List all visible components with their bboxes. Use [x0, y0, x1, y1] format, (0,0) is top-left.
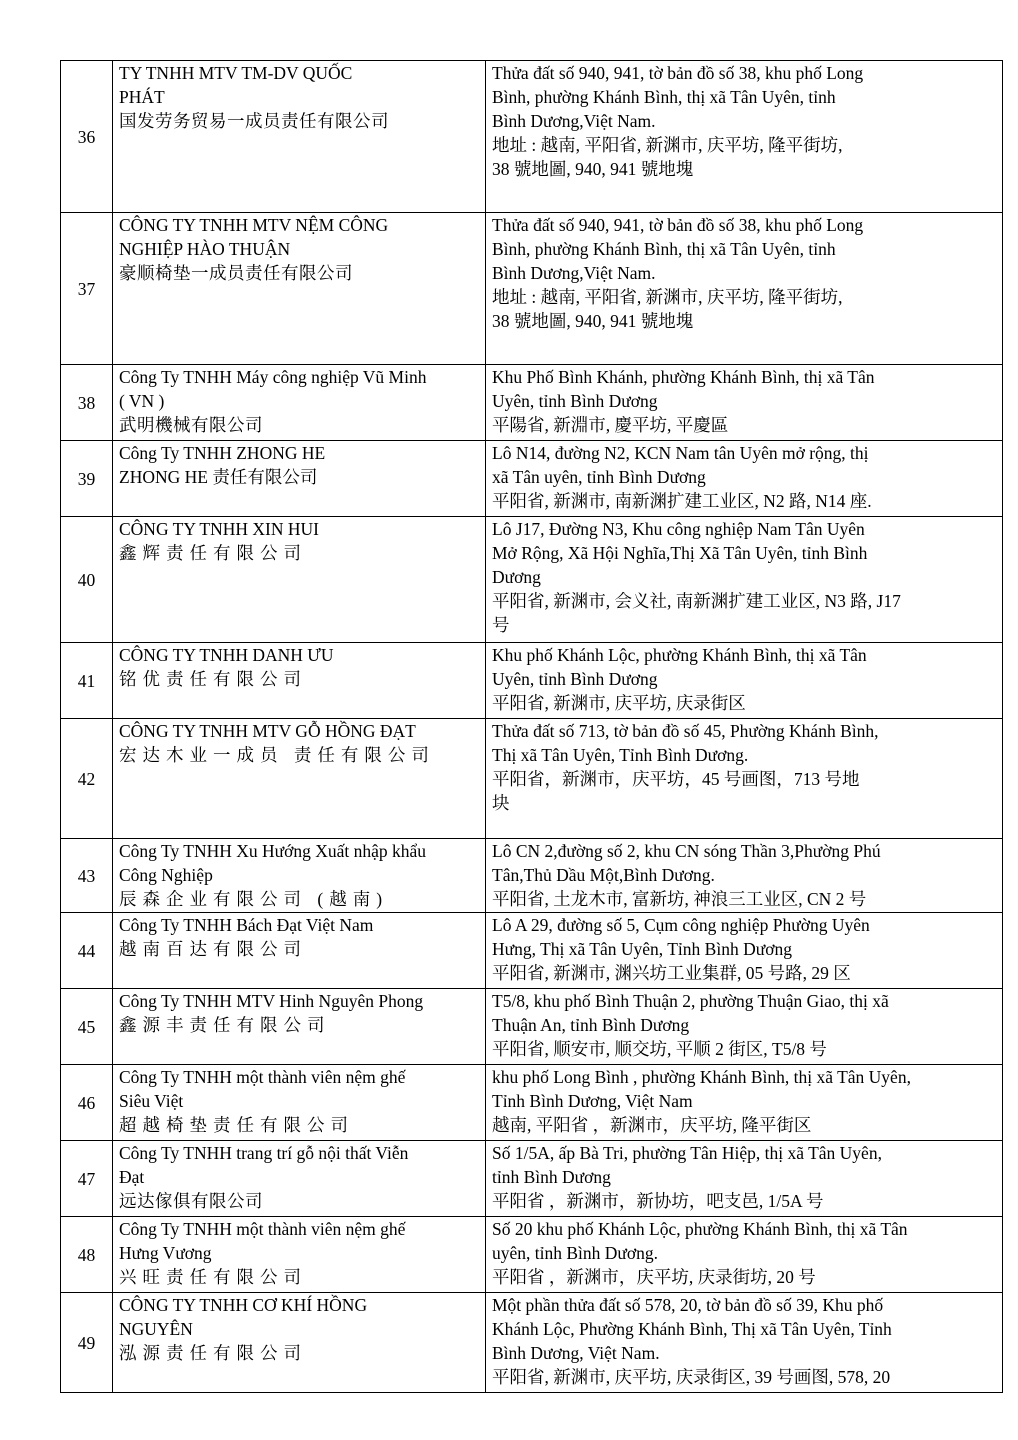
table-row [61, 441, 1003, 517]
company-name-line: Công Ty TNHH Máy công nghiệp Vũ Minh [119, 367, 427, 387]
address-line: 块 [492, 793, 510, 813]
table-row [61, 989, 1003, 1065]
address-line: T5/8, khu phố Bình Thuận 2, phường Thuận Giao, thị xã [492, 991, 889, 1011]
company-name-line: CÔNG TY TNHH XIN HUI [119, 519, 319, 539]
company-name-line: CÔNG TY TNHH CƠ KHÍ HỒNG [119, 1295, 368, 1315]
company-name-chinese: 铭优责任有限公司 [119, 669, 307, 689]
table-row [61, 213, 1003, 365]
address-line: Khu Phố Bình Khánh, phường Khánh Bình, thị xã Tân [492, 367, 875, 387]
address-cell [486, 213, 1003, 365]
company-name-chinese: 超越椅垫责任有限公司 [119, 1115, 354, 1135]
address-line: Lô A 29, đường số 5, Cụm công nghiệp Phường Uyên [492, 915, 870, 935]
row-number: 39 [61, 441, 113, 517]
table-row [61, 1065, 1003, 1141]
company-name-line: Công Ty TNHH một thành viên nệm ghế [119, 1067, 406, 1087]
address-line: tỉnh Bình Dương [492, 1167, 611, 1187]
table-row [61, 1141, 1003, 1217]
company-name-line: Đạt [119, 1167, 145, 1187]
address-line: Hưng, Thị xã Tân Uyên, Tỉnh Bình Dương [492, 939, 792, 959]
address-line: Uyên, tỉnh Bình Dương [492, 669, 658, 689]
company-name-line: NGUYÊN [119, 1319, 193, 1339]
address-line: Thửa đất số 940, 941, tờ bản đồ số 38, khu phố Long [492, 215, 864, 235]
company-name-chinese: 辰森企业有限公司 (越南) [119, 889, 389, 909]
address-line: 地址 : 越南, 平阳省, 新渊市, 庆平坊, 隆平街坊, [492, 287, 843, 307]
company-name-cell [113, 1293, 486, 1393]
address-line: Tân,Thủ Dầu Một,Bình Dương. [492, 865, 715, 885]
address-line: 平阳省, 新渊市, 庆平坊, 庆录街区 [492, 693, 746, 713]
row-number: 38 [61, 365, 113, 441]
row-number: 47 [61, 1141, 113, 1217]
company-name-chinese: 远达傢俱有限公司 [119, 1191, 263, 1211]
table-row [61, 517, 1003, 643]
table-body [61, 61, 1003, 1393]
table-row [61, 913, 1003, 989]
company-name-line: NGHIỆP HÀO THUẬN [119, 239, 291, 259]
table-row [61, 719, 1003, 839]
company-name-cell [113, 1065, 486, 1141]
address-line: Thuận An, tỉnh Bình Dương [492, 1015, 690, 1035]
address-cell [486, 839, 1003, 913]
address-line: 平阳省, 新渊市, 会义社, 南新渊扩建工业区, N3 路, J17 [492, 591, 901, 611]
address-line: Bình Dương,Việt Nam. [492, 263, 656, 283]
address-line: 平阳省 ，新渊市，新协坊，吧支邑, 1/5A 号 [492, 1191, 824, 1211]
address-cell [486, 1141, 1003, 1217]
company-name-chinese: 国发劳务贸易一成员责任有限公司 [119, 111, 389, 131]
address-line: Bình Dương,Việt Nam. [492, 111, 656, 131]
address-cell [486, 517, 1003, 643]
company-name-cell [113, 989, 486, 1065]
company-name-line: Công Ty TNHH ZHONG HE [119, 443, 326, 463]
company-name-line: Công Ty TNHH MTV Hinh Nguyên Phong [119, 991, 424, 1011]
row-number: 49 [61, 1293, 113, 1393]
address-line: Dương [492, 567, 541, 587]
address-line: 号 [492, 615, 510, 635]
address-line: 38 號地圖, 940, 941 號地塊 [492, 311, 694, 331]
address-line: 平阳省, 新渊市, 庆平坊, 庆录街区, 39 号画图, 578, 20 [492, 1367, 891, 1387]
address-line: Lô N14, đường N2, KCN Nam tân Uyên mở rộng, thị [492, 443, 869, 463]
address-line: Thửa đất số 940, 941, tờ bản đồ số 38, khu phố Long [492, 63, 864, 83]
address-line: 平阳省, 土龙木市, 富新坊, 神浪三工业区, CN 2 号 [492, 889, 867, 909]
address-cell [486, 643, 1003, 719]
address-cell [486, 441, 1003, 517]
company-address-table [60, 60, 1003, 1393]
address-line: khu phố Long Bình , phường Khánh Bình, thị xã Tân Uyên, [492, 1067, 911, 1087]
address-cell [486, 989, 1003, 1065]
company-name-line: CÔNG TY TNHH MTV GỖ HỒNG ĐẠT [119, 721, 416, 741]
table-row [61, 365, 1003, 441]
address-line: 平阳省, 顺安市, 顺交坊, 平顺 2 街区, T5/8 号 [492, 1039, 827, 1059]
row-number: 36 [61, 61, 113, 213]
company-name-line: Công Nghiệp [119, 865, 213, 885]
address-line: uyên, tỉnh Bình Dương. [492, 1243, 659, 1263]
company-name-line: TY TNHH MTV TM-DV QUỐC [119, 63, 353, 83]
company-name-cell [113, 441, 486, 517]
row-number: 43 [61, 839, 113, 913]
address-line: 平阳省，新渊市，庆平坊，45 号画图，713 号地 [492, 769, 860, 789]
company-name-line: PHÁT [119, 87, 165, 107]
address-line: Số 20 khu phố Khánh Lộc, phường Khánh Bình, thị xã Tân [492, 1219, 908, 1239]
address-line: 地址 : 越南, 平阳省, 新渊市, 庆平坊, 隆平街坊, [492, 135, 843, 155]
company-name-cell [113, 913, 486, 989]
address-line: Lô CN 2,đường số 2, khu CN sóng Thần 3,Phường Phú [492, 841, 881, 861]
company-name-cell [113, 61, 486, 213]
table-row [61, 1217, 1003, 1293]
row-number: 46 [61, 1065, 113, 1141]
company-name-chinese: 宏达木业一成员 责任有限公司 [119, 745, 435, 765]
address-line: Một phần thửa đất số 578, 20, tờ bản đồ số 39, Khu phố [492, 1295, 884, 1315]
row-number: 41 [61, 643, 113, 719]
company-name-line: Hưng Vương [119, 1243, 212, 1263]
address-line: Thửa đất số 713, tờ bản đồ số 45, Phường Khánh Bình, [492, 721, 879, 741]
company-name-chinese: 武明機械有限公司 [119, 415, 263, 435]
company-name-line: CÔNG TY TNHH DANH ƯU [119, 645, 334, 665]
company-name-line: Công Ty TNHH Bách Đạt Việt Nam [119, 915, 374, 935]
address-line: Bình Dương, Việt Nam. [492, 1343, 660, 1363]
company-name-line: CÔNG TY TNHH MTV NỆM CÔNG [119, 215, 389, 235]
company-name-line: Siêu Việt [119, 1091, 184, 1111]
address-cell [486, 719, 1003, 839]
row-number: 45 [61, 989, 113, 1065]
address-line: 平陽省, 新淵市, 慶平坊, 平慶區 [492, 415, 729, 435]
address-cell [486, 1065, 1003, 1141]
row-number: 40 [61, 517, 113, 643]
company-name-chinese: 鑫辉责任有限公司 [119, 543, 307, 563]
address-cell [486, 1293, 1003, 1393]
company-name-line: ( VN ) [119, 391, 165, 411]
address-line: Số 1/5A, ấp Bà Tri, phường Tân Hiệp, thị xã Tân Uyên, [492, 1143, 882, 1163]
company-name-cell [113, 1141, 486, 1217]
address-line: Tỉnh Bình Dương, Việt Nam [492, 1091, 693, 1111]
address-line: Lô J17, Đường N3, Khu công nghiệp Nam Tân Uyên [492, 519, 865, 539]
table-row [61, 839, 1003, 913]
company-name-chinese: 泓源责任有限公司 [119, 1343, 307, 1363]
company-name-cell [113, 213, 486, 365]
address-line: 越南, 平阳省 ，新渊市，庆平坊, 隆平街区 [492, 1115, 812, 1135]
address-cell [486, 913, 1003, 989]
company-name-cell [113, 643, 486, 719]
company-name-cell [113, 365, 486, 441]
company-name-cell [113, 839, 486, 913]
company-name-line: ZHONG HE 责任有限公司 [119, 467, 318, 487]
row-number: 42 [61, 719, 113, 839]
address-line: Uyên, tỉnh Bình Dương [492, 391, 658, 411]
company-name-cell [113, 719, 486, 839]
company-name-chinese: 越南百达有限公司 [119, 939, 307, 959]
company-name-line: Công Ty TNHH Xu Hướng Xuất nhập khẩu [119, 841, 427, 861]
address-line: Bình, phường Khánh Bình, thị xã Tân Uyên, tỉnh [492, 87, 836, 107]
company-name-line: Công Ty TNHH một thành viên nệm ghế [119, 1219, 406, 1239]
address-line: 平阳省, 新渊市, 南新渊扩建工业区, N2 路, N14 座. [492, 491, 872, 511]
address-line: 平阳省 ，新渊市，庆平坊, 庆录街坊, 20 号 [492, 1267, 816, 1287]
company-name-cell [113, 517, 486, 643]
address-line: 平阳省, 新渊市, 渊兴坊工业集群, 05 号路, 29 区 [492, 963, 851, 983]
company-name-chinese: 鑫源丰责任有限公司 [119, 1015, 331, 1035]
address-cell [486, 365, 1003, 441]
address-cell [486, 1217, 1003, 1293]
table-row [61, 61, 1003, 213]
row-number: 48 [61, 1217, 113, 1293]
address-line: Mở Rộng, Xã Hội Nghĩa,Thị Xã Tân Uyên, tỉnh Bình [492, 543, 868, 563]
row-number: 44 [61, 913, 113, 989]
company-name-cell [113, 1217, 486, 1293]
table-row [61, 1293, 1003, 1393]
address-line: Thị xã Tân Uyên, Tỉnh Bình Dương. [492, 745, 749, 765]
company-name-line: Công Ty TNHH trang trí gỗ nội thất Viễn [119, 1143, 409, 1163]
address-line: Khu phố Khánh Lộc, phường Khánh Bình, thị xã Tân [492, 645, 867, 665]
address-line: Bình, phường Khánh Bình, thị xã Tân Uyên, tỉnh [492, 239, 836, 259]
table-row [61, 643, 1003, 719]
address-line: xã Tân uyên, tỉnh Bình Dương [492, 467, 706, 487]
company-name-chinese: 兴旺责任有限公司 [119, 1267, 307, 1287]
address-line: 38 號地圖, 940, 941 號地塊 [492, 159, 694, 179]
address-cell [486, 61, 1003, 213]
address-line: Khánh Lộc, Phường Khánh Bình, Thị xã Tân Uyên, Tỉnh [492, 1319, 892, 1339]
company-name-chinese: 豪顺椅垫一成员责任有限公司 [119, 263, 353, 283]
row-number: 37 [61, 213, 113, 365]
